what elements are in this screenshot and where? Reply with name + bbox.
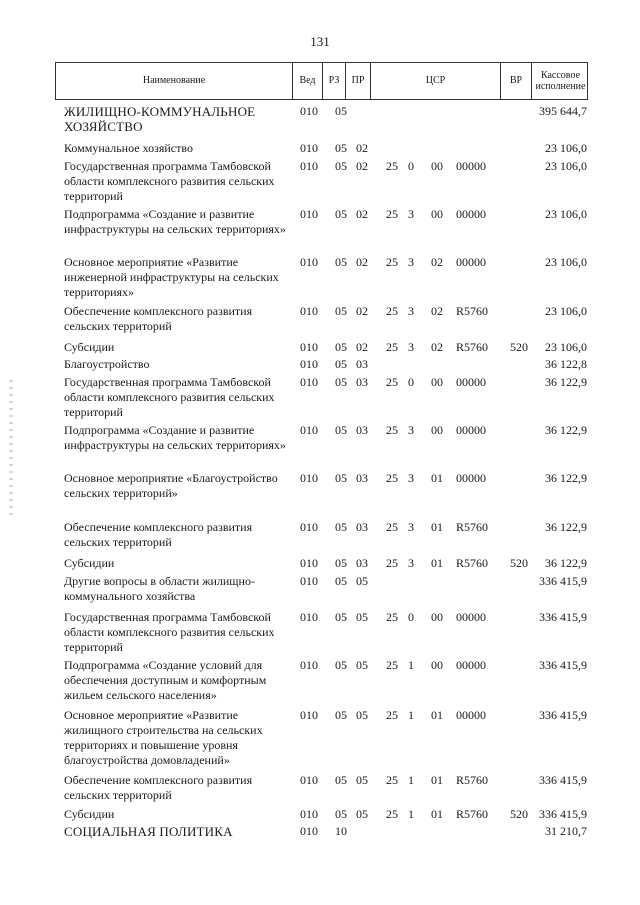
cell-ved: 010 <box>300 773 318 787</box>
cell-c1: 25 <box>386 610 398 624</box>
cell-ved: 010 <box>300 423 318 437</box>
cell-c2: 1 <box>408 807 414 821</box>
cell-c1: 25 <box>386 556 398 570</box>
cell-ved: 010 <box>300 207 318 221</box>
cell-rz: 05 <box>335 340 347 354</box>
cell-c3: 01 <box>431 773 443 787</box>
header-rz: РЗ <box>323 63 346 99</box>
cell-ved: 010 <box>300 375 318 389</box>
cell-c1: 25 <box>386 773 398 787</box>
cell-name: Обеспечение комплексного развития сельских территорий <box>64 520 253 549</box>
cell-amount: 23 106,0 <box>545 159 587 173</box>
cell-name: Обеспечение комплексного развития сельских территорий <box>64 773 253 802</box>
cell-ved: 010 <box>300 574 318 588</box>
cell-c3: 01 <box>431 708 443 722</box>
cell-c2: 1 <box>408 658 414 672</box>
cell-name: Другие вопросы в области жилищно-коммунального хозяйства <box>64 574 255 603</box>
cell-rz: 05 <box>335 357 347 371</box>
cell-rz: 05 <box>335 255 347 269</box>
table-header <box>55 62 588 100</box>
cell-amount: 36 122,9 <box>545 556 587 570</box>
header-ved: Вед <box>293 63 323 99</box>
cell-c1: 25 <box>386 658 398 672</box>
cell-ved: 010 <box>300 520 318 534</box>
cell-ved: 010 <box>300 141 318 155</box>
page-number: 131 <box>310 34 330 49</box>
cell-vr: 520 <box>510 340 528 354</box>
cell-c4: 00000 <box>456 255 486 269</box>
cell-amount: 336 415,9 <box>539 658 587 672</box>
cell-pr: 03 <box>356 375 368 389</box>
cell-c4: 00000 <box>456 471 486 485</box>
cell-c3: 02 <box>431 340 443 354</box>
cell-c2: 1 <box>408 708 414 722</box>
cell-ved: 010 <box>300 658 318 672</box>
cell-amount: 36 122,8 <box>545 357 587 371</box>
cell-c4: 00000 <box>456 658 486 672</box>
cell-c4: R5760 <box>456 807 489 821</box>
cell-c2: 0 <box>408 610 414 624</box>
cell-ved: 010 <box>300 104 318 118</box>
cell-amount: 36 122,9 <box>545 471 587 485</box>
cell-c3: 01 <box>431 807 443 821</box>
cell-c4: R5760 <box>456 304 489 318</box>
cell-pr: 03 <box>356 520 368 534</box>
cell-ved: 010 <box>300 255 318 269</box>
cell-name: Государственная программа Тамбовской области комплексного развития сельских территорий <box>64 375 275 419</box>
cell-vr: 520 <box>510 556 528 570</box>
cell-ved: 010 <box>300 471 318 485</box>
cell-ved: 010 <box>300 610 318 624</box>
cell-name: Субсидии <box>64 807 115 821</box>
cell-c3: 00 <box>431 423 443 437</box>
cell-c1: 25 <box>386 340 398 354</box>
cell-c3: 02 <box>431 304 443 318</box>
cell-pr: 03 <box>356 423 368 437</box>
cell-c3: 01 <box>431 520 443 534</box>
cell-c2: 3 <box>408 556 414 570</box>
cell-amount: 23 106,0 <box>545 304 587 318</box>
cell-rz: 05 <box>335 610 347 624</box>
cell-rz: 05 <box>335 104 347 118</box>
cell-pr: 02 <box>356 304 368 318</box>
header-amount: Кассовое исполнение <box>535 69 586 92</box>
cell-pr: 05 <box>356 610 368 624</box>
cell-c2: 3 <box>408 340 414 354</box>
header-pr: ПР <box>346 63 371 99</box>
cell-c4: 00000 <box>456 708 486 722</box>
cell-name: Благоустройство <box>64 357 150 371</box>
cell-c3: 02 <box>431 255 443 269</box>
cell-c2: 3 <box>408 471 414 485</box>
cell-c1: 25 <box>386 471 398 485</box>
cell-rz: 05 <box>335 423 347 437</box>
cell-c1: 25 <box>386 423 398 437</box>
cell-c4: R5760 <box>456 773 489 787</box>
cell-c1: 25 <box>386 207 398 221</box>
cell-pr: 02 <box>356 141 368 155</box>
cell-amount: 336 415,9 <box>539 610 587 624</box>
cell-pr: 03 <box>356 471 368 485</box>
cell-c2: 3 <box>408 423 414 437</box>
cell-ved: 010 <box>300 159 318 173</box>
cell-ved: 010 <box>300 708 318 722</box>
cell-amount: 395 644,7 <box>539 104 587 118</box>
header-name: Наименование <box>56 63 293 99</box>
cell-c2: 3 <box>408 520 414 534</box>
cell-c1: 25 <box>386 807 398 821</box>
cell-name: Подпрограмма «Создание и развитие инфраструктуры на сельских территориях» <box>64 207 286 236</box>
cell-ved: 010 <box>300 807 318 821</box>
cell-c1: 25 <box>386 159 398 173</box>
cell-amount: 23 106,0 <box>545 207 587 221</box>
cell-c4: 00000 <box>456 610 486 624</box>
header-csr: ЦСР <box>371 63 501 99</box>
cell-pr: 05 <box>356 773 368 787</box>
cell-c1: 25 <box>386 255 398 269</box>
cell-name: Коммунальное хозяйство <box>64 141 193 155</box>
cell-name: Подпрограмма «Создание и развитие инфраструктуры на сельских территориях» <box>64 423 286 452</box>
cell-name: Субсидии <box>64 340 115 354</box>
cell-amount: 23 106,0 <box>545 141 587 155</box>
cell-pr: 02 <box>356 159 368 173</box>
cell-rz: 05 <box>335 658 347 672</box>
cell-name: Государственная программа Тамбовской области комплексного развития сельских территорий <box>64 159 275 203</box>
cell-pr: 02 <box>356 207 368 221</box>
cell-ved: 010 <box>300 556 318 570</box>
cell-pr: 03 <box>356 357 368 371</box>
cell-rz: 05 <box>335 141 347 155</box>
cell-name: Основное мероприятие «Благоустройство сельских территорий» <box>64 471 278 500</box>
cell-c4: R5760 <box>456 520 489 534</box>
cell-rz: 05 <box>335 556 347 570</box>
cell-c3: 00 <box>431 207 443 221</box>
cell-amount: 36 122,9 <box>545 520 587 534</box>
cell-ved: 010 <box>300 824 318 838</box>
cell-rz: 05 <box>335 207 347 221</box>
cell-c3: 01 <box>431 556 443 570</box>
cell-rz: 05 <box>335 471 347 485</box>
cell-ved: 010 <box>300 340 318 354</box>
cell-c2: 0 <box>408 375 414 389</box>
cell-c1: 25 <box>386 304 398 318</box>
cell-c2: 3 <box>408 304 414 318</box>
cell-amount: 36 122,9 <box>545 423 587 437</box>
cell-c1: 25 <box>386 375 398 389</box>
cell-c4: R5760 <box>456 556 489 570</box>
header-vr: ВР <box>501 63 532 99</box>
cell-ved: 010 <box>300 304 318 318</box>
cell-name: Субсидии <box>64 556 115 570</box>
cell-pr: 05 <box>356 708 368 722</box>
cell-amount: 36 122,9 <box>545 375 587 389</box>
cell-rz: 05 <box>335 807 347 821</box>
cell-name: Подпрограмма «Создание условий для обеспечения доступным и комфортным жильем сельского населения» <box>64 658 267 702</box>
cell-rz: 05 <box>335 773 347 787</box>
cell-rz: 05 <box>335 520 347 534</box>
cell-amount: 23 106,0 <box>545 255 587 269</box>
cell-c2: 1 <box>408 773 414 787</box>
scan-margin-mark <box>9 380 13 520</box>
cell-name: Основное мероприятие «Развитие жилищного строительства на сельских территориях и повышение уровня благоустройства домовладений» <box>64 708 263 767</box>
cell-c3: 00 <box>431 375 443 389</box>
cell-c4: 00000 <box>456 159 486 173</box>
cell-rz: 05 <box>335 708 347 722</box>
cell-name: ЖИЛИЩНО-КОММУНАЛЬНОЕ ХОЗЯЙСТВО <box>64 104 256 134</box>
cell-name: СОЦИАЛЬНАЯ ПОЛИТИКА <box>64 824 233 839</box>
cell-rz: 05 <box>335 375 347 389</box>
cell-name: Государственная программа Тамбовской области комплексного развития сельских территорий <box>64 610 275 654</box>
cell-pr: 05 <box>356 807 368 821</box>
cell-rz: 05 <box>335 304 347 318</box>
cell-c1: 25 <box>386 708 398 722</box>
cell-c4: 00000 <box>456 375 486 389</box>
cell-c1: 25 <box>386 520 398 534</box>
cell-amount: 336 415,9 <box>539 773 587 787</box>
cell-amount: 336 415,9 <box>539 807 587 821</box>
cell-pr: 03 <box>356 556 368 570</box>
cell-pr: 05 <box>356 658 368 672</box>
cell-c2: 0 <box>408 159 414 173</box>
cell-pr: 05 <box>356 574 368 588</box>
cell-vr: 520 <box>510 807 528 821</box>
cell-pr: 02 <box>356 340 368 354</box>
cell-c4: 00000 <box>456 423 486 437</box>
cell-c4: 00000 <box>456 207 486 221</box>
cell-c3: 01 <box>431 471 443 485</box>
cell-c4: R5760 <box>456 340 489 354</box>
cell-rz: 10 <box>335 824 347 838</box>
cell-amount: 336 415,9 <box>539 708 587 722</box>
cell-pr: 02 <box>356 255 368 269</box>
cell-amount: 336 415,9 <box>539 574 587 588</box>
cell-c2: 3 <box>408 207 414 221</box>
cell-c3: 00 <box>431 159 443 173</box>
cell-c2: 3 <box>408 255 414 269</box>
cell-amount: 23 106,0 <box>545 340 587 354</box>
cell-rz: 05 <box>335 159 347 173</box>
cell-rz: 05 <box>335 574 347 588</box>
cell-c3: 00 <box>431 658 443 672</box>
cell-c3: 00 <box>431 610 443 624</box>
cell-name: Основное мероприятие «Развитие инженерной инфраструктуры на сельских территориях» <box>64 255 279 299</box>
cell-ved: 010 <box>300 357 318 371</box>
cell-name: Обеспечение комплексного развития сельских территорий <box>64 304 253 333</box>
cell-amount: 31 210,7 <box>545 824 587 838</box>
